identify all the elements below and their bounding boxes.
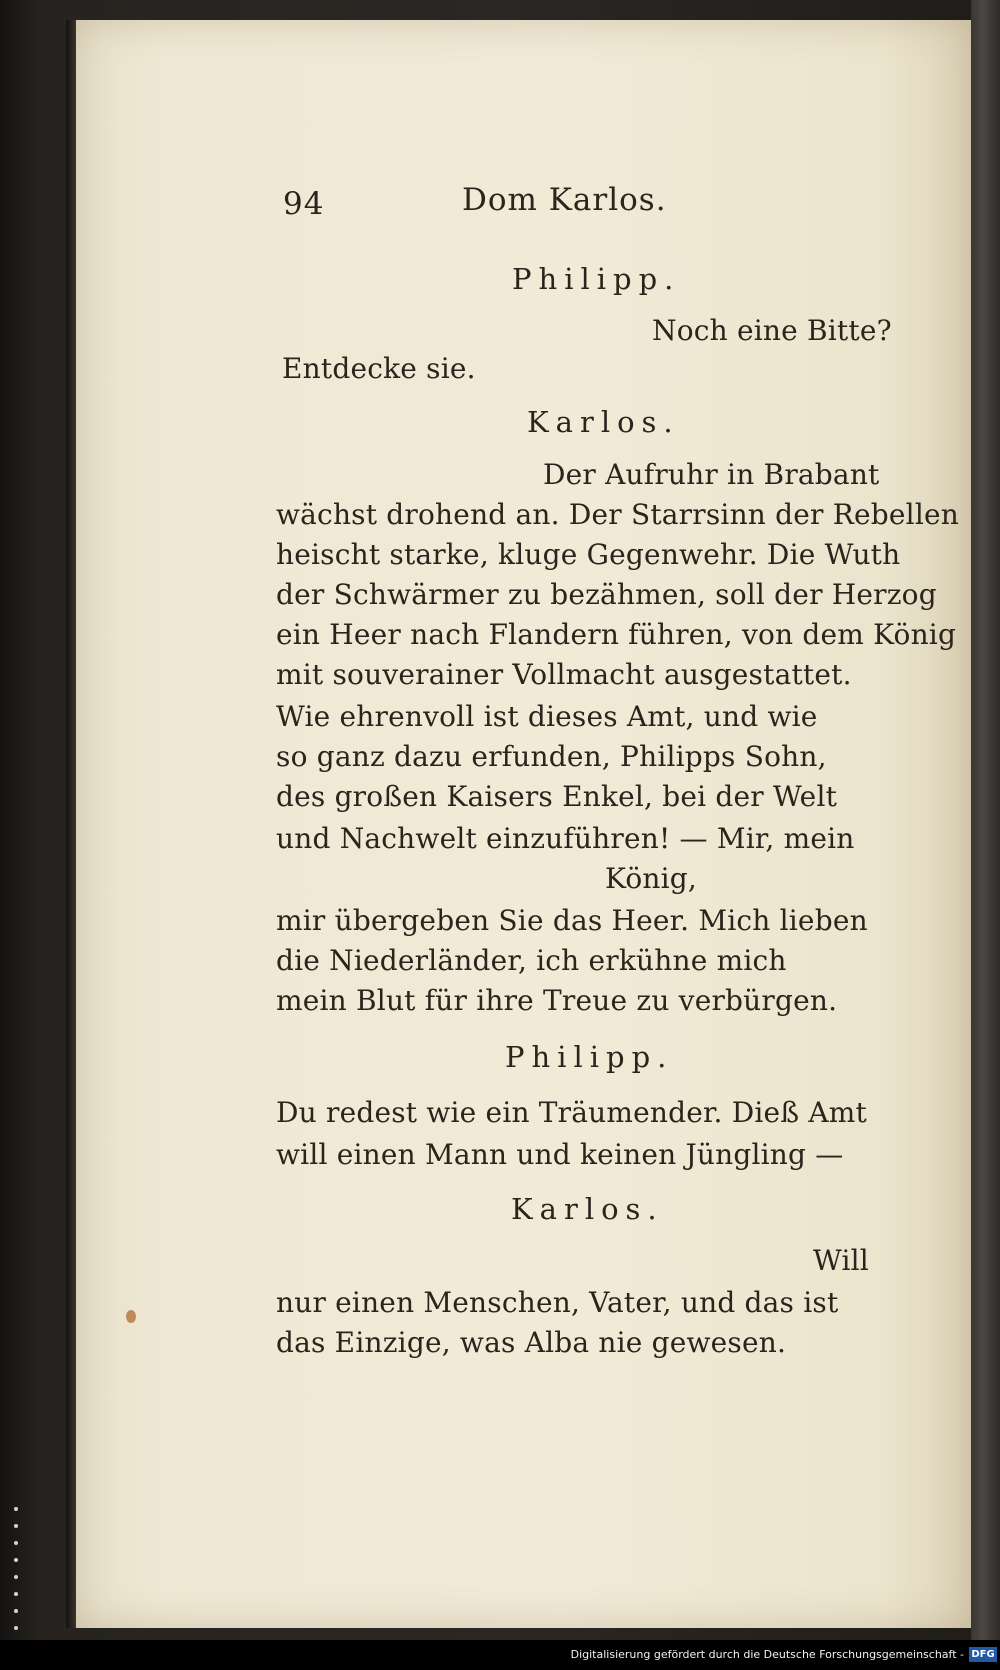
text-line: des großen Kaisers Enkel, bei der Welt	[276, 780, 838, 813]
speaker-philipp: Philipp.	[505, 1040, 674, 1074]
text-line: so ganz dazu erfunden, Philipps Sohn,	[276, 740, 827, 773]
ruler-dots	[14, 1507, 18, 1643]
text-line: Noch eine Bitte?	[652, 314, 892, 347]
text-line: das Einzige, was Alba nie gewesen.	[276, 1326, 787, 1359]
dfg-logo-badge: DFG	[969, 1647, 997, 1662]
page-number: 94	[283, 186, 325, 222]
page-gutter	[66, 20, 76, 1628]
text-line: die Niederländer, ich erkühne mich	[276, 944, 787, 977]
text-line: ein Heer nach Flandern führen, von dem König	[276, 618, 957, 651]
text-line: Will	[813, 1244, 869, 1277]
text-line: und Nachwelt einzuführen! — Mir, mein	[276, 822, 855, 855]
text-line: Der Aufruhr in Brabant	[543, 458, 880, 491]
footer-credit: Digitalisierung gefördert durch die Deutsche Forschungsgemeinschaft -	[570, 1648, 964, 1661]
text-line: mein Blut für ihre Treue zu verbürgen.	[276, 984, 838, 1017]
running-head: Dom Karlos.	[462, 182, 667, 218]
text-line: nur einen Menschen, Vater, und das ist	[276, 1286, 839, 1319]
text-line: Entdecke sie.	[282, 352, 476, 385]
text-line: mit souverainer Vollmacht ausgestattet.	[276, 658, 852, 691]
speaker-karlos: Karlos.	[527, 405, 680, 439]
text-line: Du redest wie ein Träumender. Dieß Amt	[276, 1096, 867, 1129]
paper-stain	[126, 1310, 136, 1323]
digitization-footer	[0, 1640, 1000, 1670]
text-line: wächst drohend an. Der Starrsinn der Rebellen	[276, 498, 959, 531]
speaker-karlos: Karlos.	[511, 1192, 664, 1226]
text-line: will einen Mann und keinen Jüngling —	[276, 1138, 844, 1171]
text-line: König,	[605, 862, 698, 895]
book-edge	[971, 0, 1000, 1640]
speaker-philipp: Philipp.	[512, 262, 681, 296]
text-line: mir übergeben Sie das Heer. Mich lieben	[276, 904, 868, 937]
text-line: der Schwärmer zu bezähmen, soll der Herzog	[276, 578, 937, 611]
text-line: heischt starke, kluge Gegenwehr. Die Wuth	[276, 538, 901, 571]
text-line: Wie ehrenvoll ist dieses Amt, und wie	[276, 700, 818, 733]
